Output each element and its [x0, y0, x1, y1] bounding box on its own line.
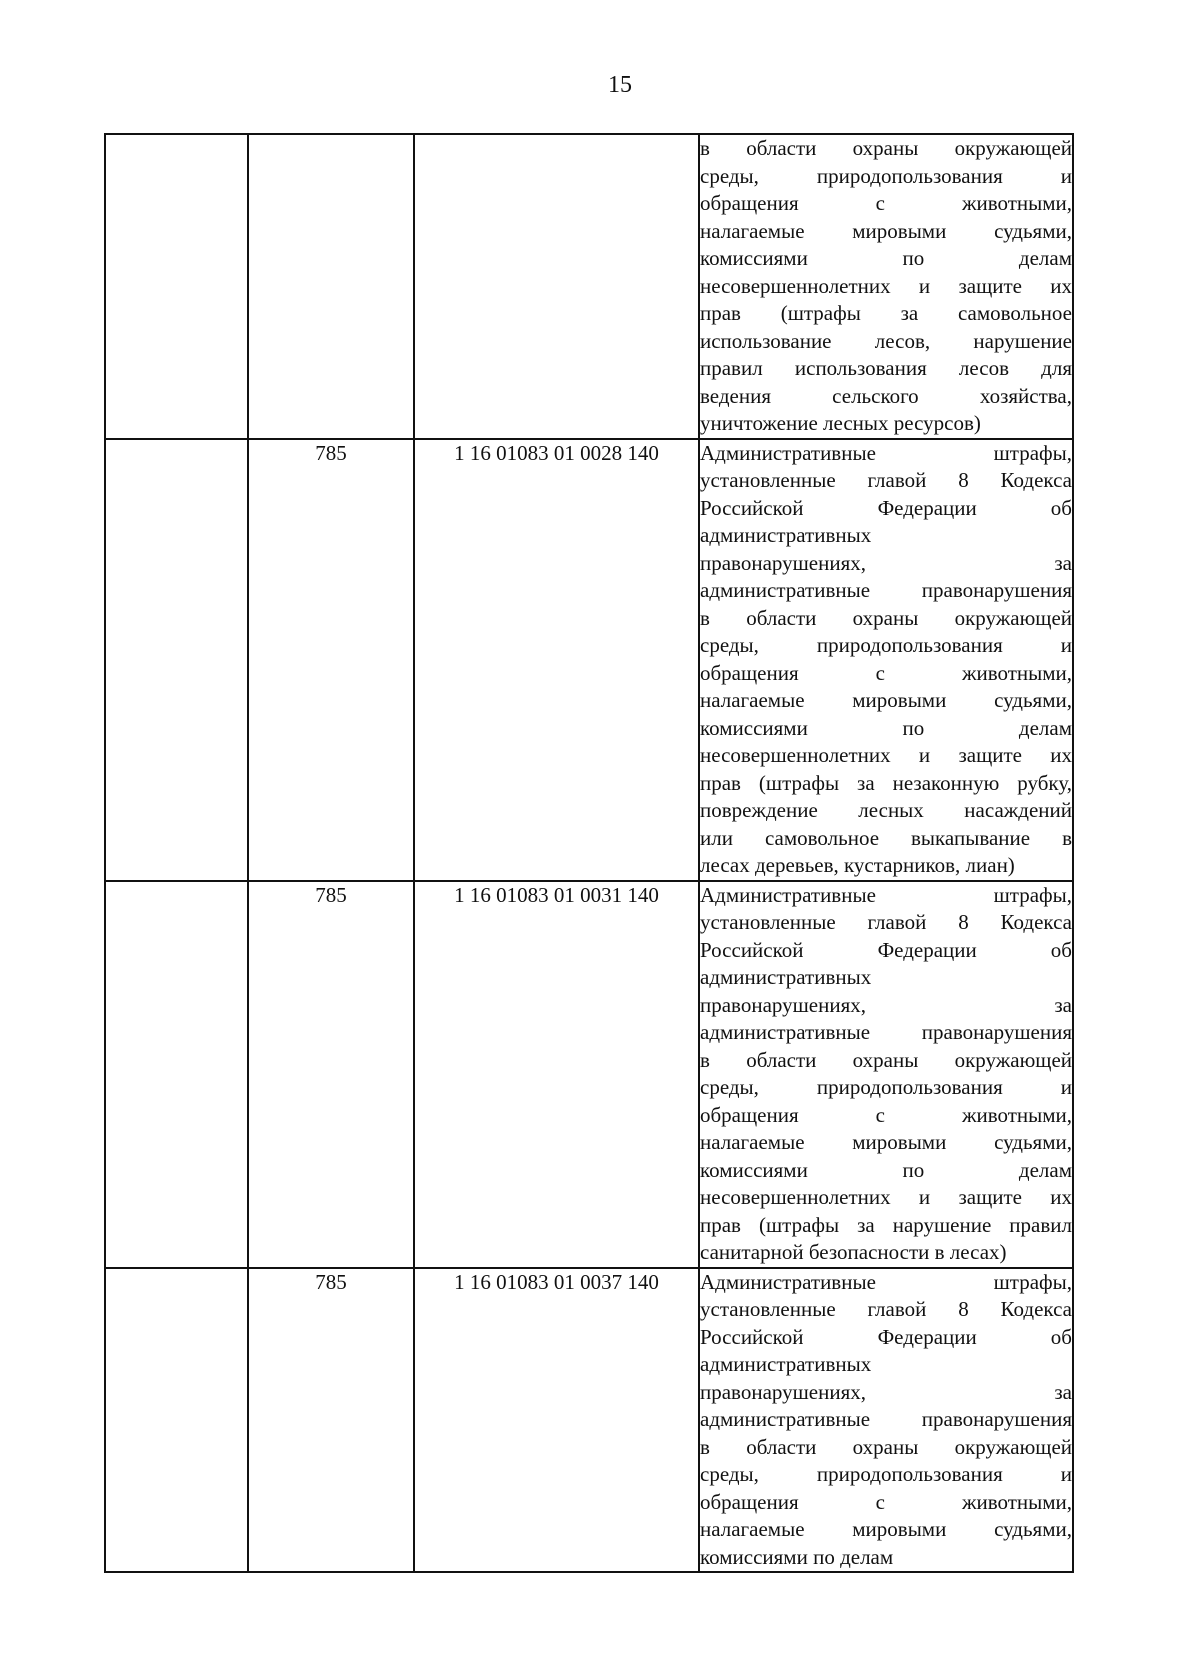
description-line: обращения с животными,: [700, 1489, 1072, 1514]
description-line: лесах деревьев, кустарников, лиан): [700, 853, 1015, 877]
description-line: административные правонарушения: [700, 578, 1072, 602]
description-line: несовершеннолетних и защите их: [700, 1185, 1072, 1209]
description-line: налагаемые мировыми судьями,: [700, 218, 1072, 243]
description-line: прав (штрафы за самовольное: [700, 301, 1072, 325]
description-line: комиссиями по делам: [700, 246, 1072, 270]
administrator-code-cell: 785: [248, 439, 414, 881]
description-line: прав (штрафы за нарушение правил: [700, 1212, 1072, 1237]
description-line: обращения с животными,: [700, 191, 1072, 215]
description-line: налагаемые мировыми судьями,: [700, 1517, 1072, 1541]
table-row: [105, 881, 1073, 1268]
description-line: прав (штрафы за незаконную рубку,: [700, 770, 1072, 795]
revenue-description-cell: [699, 134, 1073, 439]
description-line: Административные штрафы,: [700, 882, 1072, 907]
budget-classification-code-cell: 1 16 01083 01 0031 140: [414, 881, 699, 1268]
description-line: административных: [700, 1352, 872, 1376]
description-line: комиссиями по делам: [700, 1157, 1072, 1182]
blank-cell: [105, 1268, 248, 1573]
description-line: налагаемые мировыми судьями,: [700, 1130, 1072, 1154]
description-line: санитарной безопасности в лесах): [700, 1240, 1007, 1264]
description-line: ведения сельского хозяйства,: [700, 383, 1072, 408]
blank-cell: [105, 439, 248, 881]
table-row: [105, 1268, 1073, 1573]
description-line: административные правонарушения: [700, 1407, 1072, 1431]
description-line: среды, природопользования и: [700, 633, 1072, 657]
description-line: несовершеннолетних и защите их: [700, 273, 1072, 298]
description-line: комиссиями по делам: [700, 715, 1072, 740]
description-line: несовершеннолетних и защите их: [700, 743, 1072, 767]
description-line: административных: [700, 523, 872, 547]
description-line: Российской Федерации об: [700, 937, 1072, 962]
description-line: налагаемые мировыми судьями,: [700, 688, 1072, 712]
description-line: административных: [700, 965, 872, 989]
administrator-code-cell: [248, 134, 414, 439]
description-line: правонарушениях, за: [700, 992, 1072, 1017]
description-line: установленные главой 8 Кодекса: [700, 1297, 1072, 1321]
revenue-description-cell: [699, 881, 1073, 1268]
table-row: [105, 439, 1073, 881]
description-line: установленные главой 8 Кодекса: [700, 468, 1072, 492]
page-number: 15: [608, 72, 632, 98]
blank-cell: [105, 881, 248, 1268]
table-row: [105, 134, 1073, 439]
blank-cell: [105, 134, 248, 439]
budget-classification-code-cell: 1 16 01083 01 0028 140: [414, 439, 699, 881]
budget-codes-table: [104, 133, 1074, 1573]
revenue-description-cell: [699, 1268, 1073, 1573]
description-line: Российской Федерации об: [700, 495, 1072, 520]
budget-classification-code-cell: [414, 134, 699, 439]
description-line: повреждение лесных насаждений: [700, 798, 1072, 822]
revenue-description-cell: [699, 439, 1073, 881]
description-line: среды, природопользования и: [700, 1075, 1072, 1099]
administrator-code-cell: 785: [248, 1268, 414, 1573]
description-line: обращения с животными,: [700, 1102, 1072, 1127]
description-line: среды, природопользования и: [700, 1462, 1072, 1486]
budget-classification-code-cell: 1 16 01083 01 0037 140: [414, 1268, 699, 1573]
description-line: или самовольное выкапывание в: [700, 825, 1072, 850]
description-line: комиссиями по делам: [700, 1544, 894, 1569]
description-line: установленные главой 8 Кодекса: [700, 910, 1072, 934]
description-line: использование лесов, нарушение: [700, 328, 1072, 353]
description-line: административные правонарушения: [700, 1020, 1072, 1044]
table-body: [105, 134, 1073, 1572]
description-line: в области охраны окружающей: [700, 1047, 1072, 1072]
description-line: Административные штрафы,: [700, 440, 1072, 465]
description-line: правонарушениях, за: [700, 1379, 1072, 1404]
description-line: Административные штрафы,: [700, 1269, 1072, 1294]
description-line: обращения с животными,: [700, 660, 1072, 685]
description-line: в области охраны окружающей: [700, 605, 1072, 630]
description-line: среды, природопользования и: [700, 163, 1072, 188]
description-line: правил использования лесов для: [700, 356, 1072, 380]
description-line: в области охраны окружающей: [700, 136, 1072, 160]
description-line: в области охраны окружающей: [700, 1434, 1072, 1459]
description-line: правонарушениях, за: [700, 550, 1072, 575]
description-line: Российской Федерации об: [700, 1324, 1072, 1349]
administrator-code-cell: 785: [248, 881, 414, 1268]
description-line: уничтожение лесных ресурсов): [700, 411, 981, 435]
